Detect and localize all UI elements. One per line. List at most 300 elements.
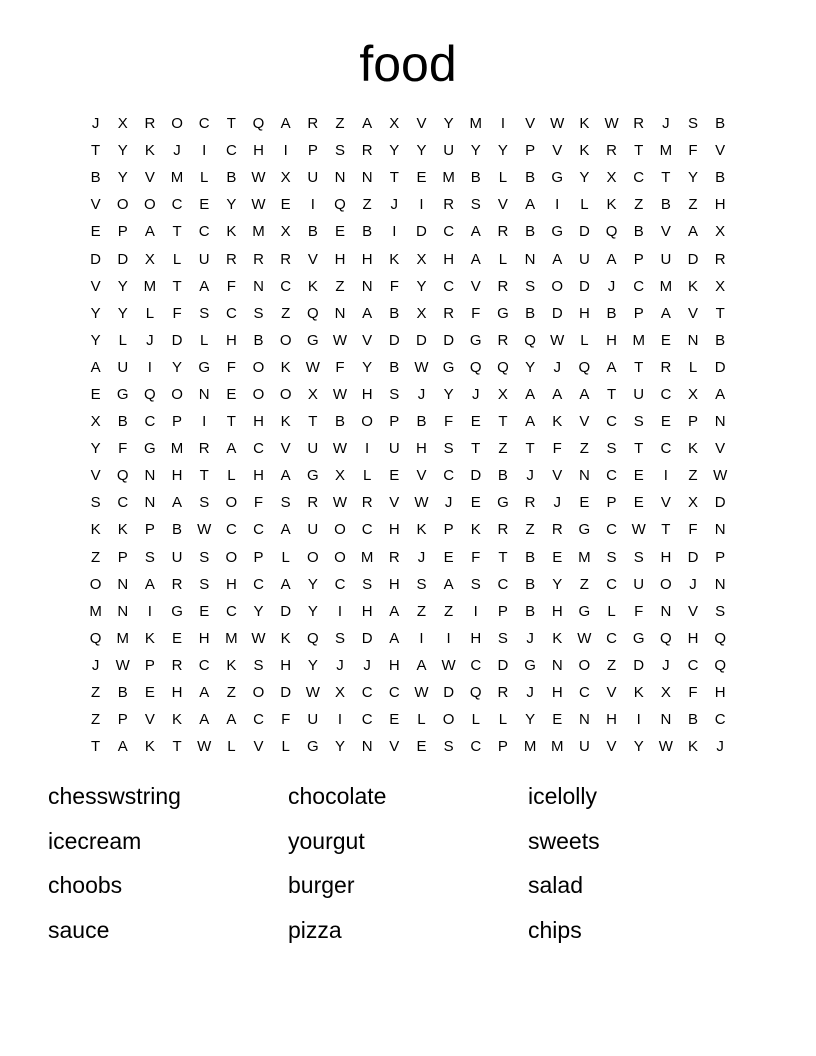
grid-letter: C	[660, 385, 672, 403]
grid-letter: Y	[525, 711, 536, 729]
grid-letter: M	[659, 142, 673, 160]
grid-letter: D	[90, 250, 101, 268]
grid-letter: V	[688, 602, 699, 620]
grid-letter: L	[172, 250, 182, 268]
grid-letter: A	[688, 223, 699, 241]
grid-letter: D	[470, 467, 482, 485]
grid-row	[82, 137, 734, 164]
grid-letter: X	[715, 223, 726, 241]
grid-letter: W	[441, 656, 456, 674]
grid-letter: W	[577, 629, 592, 647]
grid-letter: X	[280, 169, 291, 187]
grid-letter: L	[580, 196, 589, 214]
grid-letter: T	[661, 521, 671, 539]
grid-letter: Y	[633, 738, 644, 756]
grid-letter: J	[417, 548, 426, 566]
grid-letter: R	[361, 494, 373, 512]
grid-letter: S	[280, 494, 291, 512]
grid-letter: O	[334, 521, 346, 539]
grid-letter: O	[279, 385, 292, 403]
grid-letter: A	[90, 358, 101, 376]
grid-letter: O	[252, 385, 265, 403]
grid-letter: P	[606, 494, 617, 512]
grid-letter: X	[688, 494, 699, 512]
grid-letter: O	[442, 711, 455, 729]
grid-letter: N	[714, 413, 726, 431]
grid-letter: C	[361, 684, 373, 702]
grid-letter: X	[497, 385, 508, 403]
grid-letter: V	[416, 467, 427, 485]
grid-letter: F	[444, 413, 454, 431]
grid-letter: R	[171, 656, 183, 674]
grid-letter: L	[471, 711, 480, 729]
grid-letter: F	[471, 304, 481, 322]
grid-letter: K	[606, 196, 617, 214]
grid-letter: Z	[498, 440, 508, 458]
grid-letter: S	[416, 575, 427, 593]
grid-letter: N	[144, 494, 156, 512]
grid-letter: P	[117, 223, 128, 241]
grid-letter: W	[197, 521, 212, 539]
grid-letter: M	[116, 629, 129, 647]
grid-letter: K	[552, 629, 563, 647]
grid-letter: W	[197, 738, 212, 756]
grid-letter: C	[606, 413, 617, 431]
grid-letter: H	[225, 331, 237, 349]
grid-letter: T	[90, 738, 101, 756]
grid-letter: D	[361, 629, 373, 647]
grid-letter: F	[172, 304, 182, 322]
grid-row	[82, 598, 734, 625]
grid-letter: E	[416, 169, 427, 187]
grid-row	[82, 191, 734, 218]
grid-row	[82, 544, 734, 571]
grid-letter: O	[334, 548, 346, 566]
grid-letter: U	[307, 711, 319, 729]
grid-letter: T	[199, 467, 209, 485]
grid-letter: E	[389, 711, 400, 729]
grid-letter: D	[416, 223, 427, 241]
grid-letter: N	[144, 467, 156, 485]
grid-letter: D	[551, 304, 563, 322]
grid-letter: T	[226, 413, 236, 431]
grid-letter: D	[687, 250, 699, 268]
grid-row	[82, 327, 734, 354]
grid-letter: E	[280, 196, 291, 214]
grid-letter: S	[199, 304, 210, 322]
grid-letter: U	[388, 440, 400, 458]
grid-letter: Q	[605, 223, 618, 241]
grid-letter: O	[89, 575, 102, 593]
grid-letter: R	[524, 494, 536, 512]
grid-letter: S	[715, 602, 726, 620]
grid-letter: G	[171, 602, 183, 620]
grid-letter: A	[715, 385, 726, 403]
grid-letter: Y	[307, 656, 318, 674]
grid-letter: T	[90, 142, 101, 160]
grid-letter: P	[117, 711, 128, 729]
grid-letter: A	[226, 440, 237, 458]
word-list-item: chips	[528, 916, 582, 943]
grid-letter: S	[633, 413, 644, 431]
grid-letter: E	[172, 629, 183, 647]
grid-letter: N	[361, 277, 373, 295]
grid-letter: C	[606, 575, 617, 593]
grid-letter: W	[550, 115, 565, 133]
grid-letter: N	[660, 602, 672, 620]
grid-letter: K	[688, 738, 699, 756]
grid-letter: S	[470, 575, 481, 593]
grid-letter: G	[144, 440, 156, 458]
grid-letter: X	[334, 467, 345, 485]
grid-letter: Y	[253, 602, 264, 620]
grid-letter: D	[416, 331, 427, 349]
grid-letter: C	[361, 521, 373, 539]
word-list-item: icelolly	[528, 783, 598, 809]
grid-letter: C	[253, 711, 264, 729]
grid-letter: V	[660, 223, 671, 241]
grid-letter: P	[633, 304, 644, 322]
grid-letter: Y	[443, 385, 454, 403]
grid-letter: W	[414, 494, 429, 512]
grid-letter: V	[715, 440, 726, 458]
grid-letter: S	[470, 196, 481, 214]
grid-letter: E	[199, 196, 210, 214]
grid-letter: A	[226, 711, 237, 729]
grid-letter: I	[419, 629, 424, 647]
grid-letter: J	[173, 142, 181, 160]
grid-letter: M	[170, 169, 184, 187]
grid-letter: Q	[144, 385, 156, 403]
grid-letter: C	[361, 711, 373, 729]
grid-letter: X	[117, 115, 128, 133]
grid-letter: B	[470, 169, 481, 187]
grid-letter: V	[90, 196, 101, 214]
grid-letter: C	[171, 196, 183, 214]
grid-letter: L	[580, 331, 589, 349]
grid-letter: H	[660, 548, 672, 566]
grid-letter: G	[551, 223, 564, 241]
grid-letter: M	[442, 169, 455, 187]
grid-letter: J	[336, 656, 344, 674]
grid-letter: B	[226, 169, 237, 187]
grid-letter: U	[198, 250, 210, 268]
grid-row	[82, 245, 734, 272]
grid-letter: F	[688, 521, 698, 539]
grid-letter: Q	[334, 196, 346, 214]
grid-letter: C	[225, 521, 237, 539]
grid-letter: Y	[362, 358, 373, 376]
grid-letter: P	[144, 521, 155, 539]
grid-letter: W	[332, 440, 348, 458]
grid-row	[82, 679, 734, 706]
grid-letter: L	[498, 250, 508, 268]
grid-letter: Q	[306, 304, 319, 322]
grid-letter: M	[143, 277, 157, 295]
grid-letter: X	[660, 684, 671, 702]
grid-row	[82, 516, 734, 543]
grid-letter: I	[337, 711, 343, 729]
grid-letter: Q	[714, 629, 726, 647]
grid-letter: H	[606, 331, 617, 349]
grid-letter: S	[253, 304, 264, 322]
grid-letter: M	[578, 548, 591, 566]
grid-letter: K	[280, 358, 291, 376]
grid-letter: L	[281, 548, 290, 566]
grid-letter: U	[307, 440, 319, 458]
grid-letter: I	[202, 142, 207, 160]
grid-letter: Z	[362, 196, 372, 214]
grid-letter: W	[251, 629, 266, 647]
grid-letter: J	[526, 467, 534, 485]
word-list-item: salad	[528, 872, 583, 898]
grid-letter: W	[414, 358, 429, 376]
grid-letter: D	[687, 548, 699, 566]
grid-letter: A	[606, 250, 617, 268]
word-list-item: icecream	[48, 827, 142, 854]
grid-letter: V	[606, 684, 617, 702]
grid-letter: E	[226, 385, 237, 403]
grid-letter: U	[443, 142, 455, 160]
grid-letter: J	[444, 494, 453, 512]
grid-letter: A	[389, 602, 400, 620]
grid-letter: Y	[90, 440, 101, 458]
grid-letter: R	[497, 521, 509, 539]
grid-letter: V	[280, 440, 291, 458]
grid-letter: J	[417, 385, 426, 403]
grid-letter: F	[253, 494, 264, 512]
grid-letter: B	[334, 413, 345, 431]
grid-letter: S	[199, 494, 210, 512]
grid-letter: L	[227, 738, 236, 756]
grid-letter: K	[90, 521, 101, 539]
grid-letter: Z	[335, 115, 345, 133]
grid-letter: C	[606, 521, 617, 539]
grid-letter: P	[688, 413, 699, 431]
grid-letter: T	[715, 304, 725, 322]
grid-letter: H	[171, 467, 183, 485]
page-title: food	[359, 36, 457, 92]
grid-letter: C	[253, 575, 264, 593]
grid-letter: K	[144, 142, 155, 160]
grid-letter: G	[442, 358, 455, 376]
grid-letter: B	[117, 684, 128, 702]
grid-letter: A	[144, 223, 155, 241]
grid-letter: Z	[525, 521, 535, 539]
grid-letter: O	[144, 196, 156, 214]
word-list-item: chesswstring	[48, 783, 181, 809]
grid-letter: Z	[90, 684, 101, 702]
grid-letter: P	[497, 738, 508, 756]
grid-letter: S	[606, 548, 617, 566]
grid-letter: W	[251, 196, 266, 214]
grid-letter: T	[389, 169, 399, 187]
grid-letter: R	[497, 277, 509, 295]
grid-letter: H	[171, 684, 183, 702]
grid-letter: S	[497, 629, 508, 647]
grid-letter: O	[361, 413, 373, 431]
grid-letter: Z	[688, 196, 698, 214]
grid-letter: Y	[416, 142, 427, 160]
grid-letter: K	[280, 629, 291, 647]
grid-letter: C	[443, 223, 455, 241]
grid-letter: V	[90, 277, 101, 295]
grid-letter: Q	[497, 358, 509, 376]
grid-letter: L	[145, 304, 155, 322]
grid-letter: H	[334, 250, 346, 268]
grid-letter: Y	[579, 169, 590, 187]
grid-letter: D	[171, 331, 183, 349]
grid-letter: T	[172, 223, 182, 241]
grid-letter: E	[552, 711, 563, 729]
grid-letter: C	[388, 684, 400, 702]
grid-letter: S	[334, 142, 345, 160]
grid-letter: B	[307, 223, 318, 241]
grid-letter: V	[525, 115, 536, 133]
grid-letter: P	[633, 250, 644, 268]
grid-letter: K	[172, 711, 183, 729]
grid-letter: S	[90, 494, 101, 512]
grid-letter: H	[443, 250, 455, 268]
grid-letter: L	[118, 331, 127, 349]
grid-letter: J	[689, 575, 697, 593]
grid-letter: I	[636, 711, 641, 729]
grid-letter: Q	[578, 358, 591, 376]
grid-letter: R	[443, 304, 455, 322]
grid-letter: J	[91, 656, 100, 674]
grid-letter: U	[578, 250, 590, 268]
grid-row	[82, 625, 734, 652]
grid-letter: N	[334, 169, 346, 187]
grid-letter: W	[332, 331, 348, 349]
grid-letter: Y	[552, 575, 563, 593]
grid-letter: N	[714, 521, 726, 539]
grid-row	[82, 110, 734, 137]
grid-letter: Y	[416, 277, 427, 295]
grid-row	[82, 408, 734, 435]
grid-letter: F	[118, 440, 128, 458]
grid-letter: C	[198, 223, 210, 241]
grid-letter: A	[552, 250, 563, 268]
grid-letter: H	[388, 656, 400, 674]
grid-letter: G	[524, 656, 536, 674]
grid-letter: E	[334, 223, 345, 241]
grid-letter: B	[389, 358, 400, 376]
grid-row	[82, 489, 734, 516]
grid-letter: J	[390, 196, 399, 214]
grid-letter: P	[253, 548, 264, 566]
word-list-item: choobs	[48, 872, 123, 898]
grid-letter: V	[579, 413, 590, 431]
grid-letter: Z	[90, 711, 101, 729]
grid-letter: R	[307, 494, 319, 512]
grid-letter: A	[199, 277, 210, 295]
grid-letter: Z	[606, 656, 617, 674]
grid-letter: V	[552, 142, 563, 160]
grid-letter: G	[578, 521, 591, 539]
grid-letter: Y	[172, 358, 183, 376]
grid-letter: A	[525, 413, 536, 431]
grid-letter: V	[660, 494, 671, 512]
grid-letter: J	[526, 684, 534, 702]
grid-letter: V	[90, 467, 101, 485]
grid-letter: C	[687, 656, 699, 674]
grid-letter: H	[253, 142, 264, 160]
grid-letter: H	[578, 304, 590, 322]
grid-letter: D	[578, 277, 590, 295]
grid-letter: V	[389, 738, 400, 756]
grid-letter: D	[578, 223, 590, 241]
grid-letter: U	[307, 169, 319, 187]
grid-letter: T	[661, 169, 671, 187]
grid-letter: O	[171, 385, 183, 403]
grid-letter: F	[688, 142, 698, 160]
grid-letter: S	[144, 548, 155, 566]
grid-letter: U	[171, 548, 183, 566]
grid-letter: J	[91, 115, 100, 133]
grid-letter: H	[388, 521, 400, 539]
word-list	[48, 778, 768, 956]
grid-letter: K	[416, 521, 427, 539]
grid-letter: I	[663, 467, 668, 485]
word-list-item: pizza	[288, 916, 342, 943]
grid-letter: I	[473, 602, 478, 620]
grid-letter: J	[553, 358, 561, 376]
grid-letter: R	[225, 250, 237, 268]
grid-letter: C	[253, 440, 264, 458]
grid-letter: K	[633, 684, 644, 702]
grid-letter: C	[443, 277, 455, 295]
grid-letter: T	[172, 277, 182, 295]
grid-letter: E	[579, 494, 590, 512]
grid-letter: U	[660, 250, 672, 268]
grid-letter: Z	[579, 575, 589, 593]
grid-letter: P	[497, 602, 508, 620]
grid-letter: O	[252, 358, 265, 376]
grid-letter: X	[280, 223, 291, 241]
grid-letter: G	[116, 385, 129, 403]
grid-letter: E	[633, 494, 644, 512]
grid-letter: B	[389, 304, 400, 322]
grid-letter: H	[470, 629, 482, 647]
grid-letter: K	[389, 250, 400, 268]
grid-letter: Z	[281, 304, 291, 322]
grid-letter: R	[551, 521, 563, 539]
grid-letter: U	[117, 358, 129, 376]
grid-letter: S	[443, 440, 454, 458]
grid-letter: E	[470, 494, 481, 512]
grid-letter: Q	[89, 629, 102, 647]
grid-letter: T	[606, 385, 617, 403]
grid-letter: S	[389, 385, 400, 403]
grid-letter: Y	[90, 304, 101, 322]
grid-letter: C	[633, 169, 645, 187]
grid-letter: S	[525, 277, 536, 295]
grid-letter: E	[199, 602, 210, 620]
grid-letter: P	[525, 142, 536, 160]
grid-letter: H	[714, 684, 726, 702]
grid-letter: N	[361, 169, 373, 187]
grid-letter: E	[633, 467, 644, 485]
grid-letter: T	[498, 548, 508, 566]
grid-letter: A	[660, 304, 671, 322]
grid-letter: V	[470, 277, 481, 295]
grid-letter: Y	[525, 358, 536, 376]
grid-letter: Z	[416, 602, 427, 620]
grid-letter: B	[253, 331, 264, 349]
grid-row	[82, 218, 734, 245]
grid-letter: K	[688, 277, 699, 295]
